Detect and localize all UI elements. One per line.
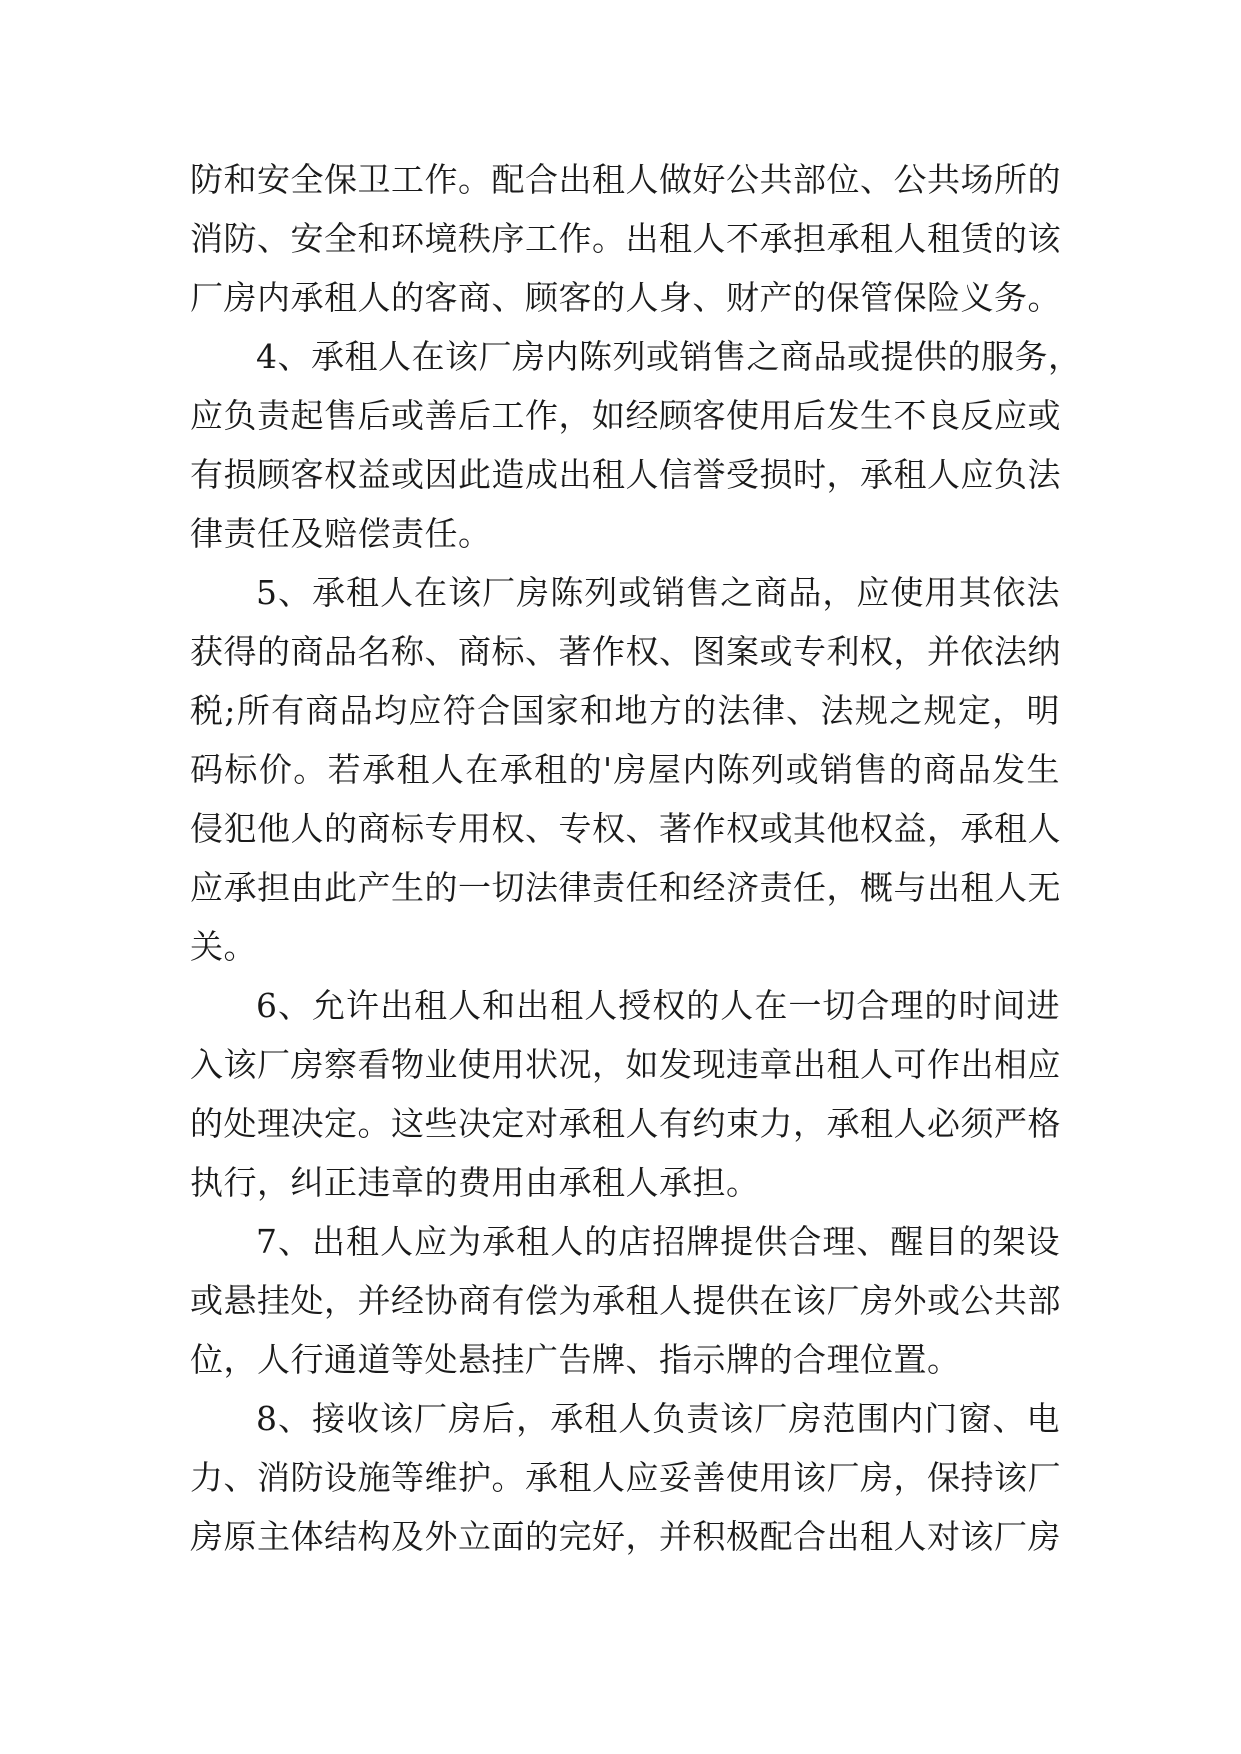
text-line: 的处理决定。这些决定对承租人有约束力，承租人必须严格 <box>190 1104 1061 1143</box>
text-line: 4、承租人在该厂房内陈列或销售之商品或提供的服务， <box>256 337 1082 376</box>
text-line: 5、承租人在该厂房陈列或销售之商品，应使用其依法 <box>256 573 1060 612</box>
text-line: 应负责起售后或善后工作，如经顾客使用后发生不良反应或 <box>190 396 1061 435</box>
text-line: 防和安全保卫工作。配合出租人做好公共部位、公共场所的 <box>190 160 1061 199</box>
text-line: 应承担由此产生的一切法律责任和经济责任，概与出租人无 <box>190 868 1061 907</box>
text-line: 有损顾客权益或因此造成出租人信誉受损时，承租人应负法 <box>190 455 1061 494</box>
text-line: 或悬挂处，并经协商有偿为承租人提供在该厂房外或公共部 <box>190 1281 1061 1320</box>
text-line: 律责任及赔偿责任。 <box>190 514 492 553</box>
document-body <box>190 150 1082 1566</box>
text-line: 力、消防设施等维护。承租人应妥善使用该厂房，保持该厂 <box>190 1458 1061 1497</box>
text-line: 厂房内承租人的客商、顾客的人身、财产的保管保险义务。 <box>190 278 1061 317</box>
text-line: 执行，纠正违章的费用由承租人承担。 <box>190 1163 760 1202</box>
text-line: 房原主体结构及外立面的完好，并积极配合出租人对该厂房 <box>190 1517 1061 1556</box>
text-line: 码标价。若承租人在承租的'房屋内陈列或销售的商品发生 <box>190 750 1060 789</box>
text-line: 税;所有商品均应符合国家和地方的法律、法规之规定，明 <box>190 691 1060 730</box>
text-line: 消防、安全和环境秩序工作。出租人不承担承租人租赁的该 <box>190 219 1061 258</box>
text-line: 关。 <box>190 927 257 966</box>
text-line: 8、接收该厂房后，承租人负责该厂房范围内门窗、电 <box>256 1399 1060 1438</box>
text-line: 入该厂房察看物业使用状况，如发现违章出租人可作出相应 <box>190 1045 1061 1084</box>
text-line: 侵犯他人的商标专用权、专权、著作权或其他权益，承租人 <box>190 809 1061 848</box>
text-line: 获得的商品名称、商标、著作权、图案或专利权，并依法纳 <box>190 632 1061 671</box>
text-line: 7、出租人应为承租人的店招牌提供合理、醒目的架设 <box>256 1222 1060 1261</box>
text-line: 位，人行通道等处悬挂广告牌、指示牌的合理位置。 <box>190 1340 961 1379</box>
text-line: 6、允许出租人和出租人授权的人在一切合理的时间进 <box>256 986 1060 1025</box>
